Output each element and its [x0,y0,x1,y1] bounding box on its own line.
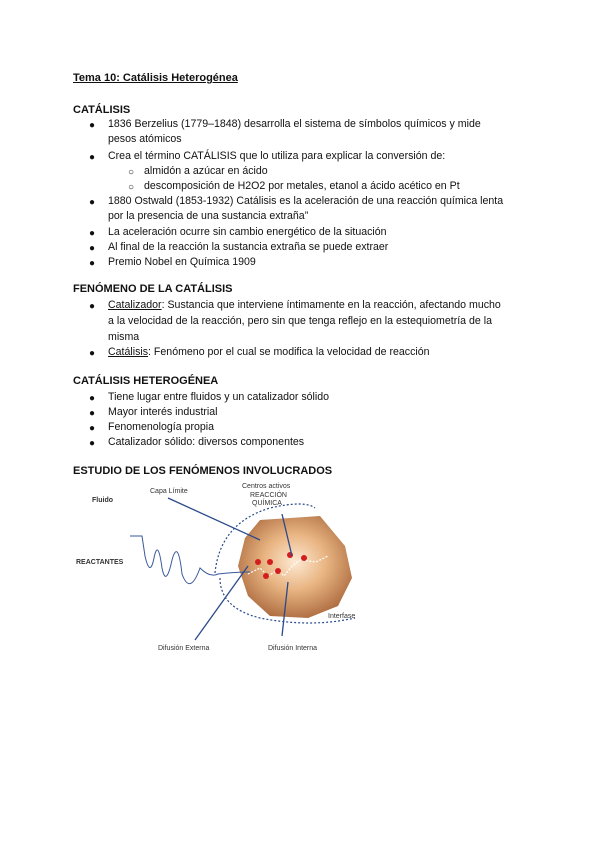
bullet: ● [89,408,96,419]
label-fluido: Fluido [92,497,113,504]
sub-bullet: ○ [128,182,135,193]
pointer-difusion-externa [195,566,248,640]
bullet: ● [89,228,96,239]
definition-catalisis: : Fenómeno por el cual se modifica la velocidad de reacción [148,346,430,358]
list-item: Fenomenología propia [108,421,215,433]
label-difusion-interna: Difusión Interna [268,645,318,652]
section-heading-catalisis: CATÁLISIS [73,104,131,116]
active-site [263,573,269,579]
active-site [301,555,307,561]
bullet: ● [89,152,96,163]
bullet: ● [89,258,96,269]
label-quimica: QUÍMICA [252,500,282,507]
bullet: ● [89,438,96,449]
list-item: Crea el término CATÁLISIS que lo utiliza para explicar la conversión de: [108,150,446,162]
active-site [267,559,273,565]
active-site [255,559,261,565]
list-item-continuation: misma [108,331,140,343]
sub-list-item: descomposición de H2O2 por metales, etanol a ácido acético en Pt [144,180,460,192]
list-item: Al final de la reacción la sustancia extraña se puede extraer [108,241,389,253]
bullet: ● [89,243,96,254]
list-item: 1836 Berzelius (1779–1848) desarrolla el sistema de símbolos químicos y mide [108,118,481,130]
reactant-path [130,536,250,584]
list-item: Premio Nobel en Química 1909 [108,256,256,268]
label-difusion-externa: Difusión Externa [158,645,210,652]
list-item-continuation: a la velocidad de la reacción, pero sin que tenga reflejo en la estequiometría de la [108,315,492,327]
bullet: ● [89,301,96,312]
list-item: Tiene lugar entre fluidos y un catalizador sólido [108,391,330,403]
active-site [275,568,281,574]
list-item: 1880 Ostwald (1853-1932) Catálisis es la aceleración de una reacción química lenta [108,195,504,207]
term-catalisis: Catálisis [108,346,149,358]
term-catalizador: Catalizador [108,299,162,311]
list-item-continuation: por la presencia de una sustancia extraña” [108,210,309,222]
label-interfase: Interfase [328,613,356,620]
list-item [108,345,430,360]
bullet: ● [89,393,96,404]
label-centros-activos: Centros activos [242,483,291,490]
bullet: ● [89,348,96,359]
label-reactantes: REACTANTES [76,559,124,566]
page-title: Tema 10: Catálisis Heterogénea [73,72,238,84]
label-capa-limite: Capa Límite [150,488,188,495]
list-item: Catalizador sólido: diversos componentes [108,436,305,448]
sub-bullet: ○ [128,167,135,178]
list-item [108,298,501,313]
section-heading-estudio: ESTUDIO DE LOS FENÓMENOS INVOLUCRADOS [73,465,333,477]
list-item-continuation: pesos atómicos [108,133,182,145]
section-heading-fenomeno: FENÓMENO DE LA CATÁLISIS [73,283,233,295]
catalyst-particle [238,516,352,618]
list-item: Mayor interés industrial [108,406,218,418]
bullet: ● [89,423,96,434]
section-heading-heterogenea: CATÁLISIS HETEROGÉNEA [73,375,219,387]
label-reaccion: REACCIÓN [250,492,287,499]
sub-list-item: almidón a azúcar en ácido [144,165,268,177]
definition-catalizador: : Sustancia que interviene íntimamente en la reacción, afectando mucho [161,299,501,311]
bullet: ● [89,197,96,208]
list-item: La aceleración ocurre sin cambio energético de la situación [108,226,387,238]
bullet: ● [89,120,96,131]
catalysis-diagram [70,478,370,658]
